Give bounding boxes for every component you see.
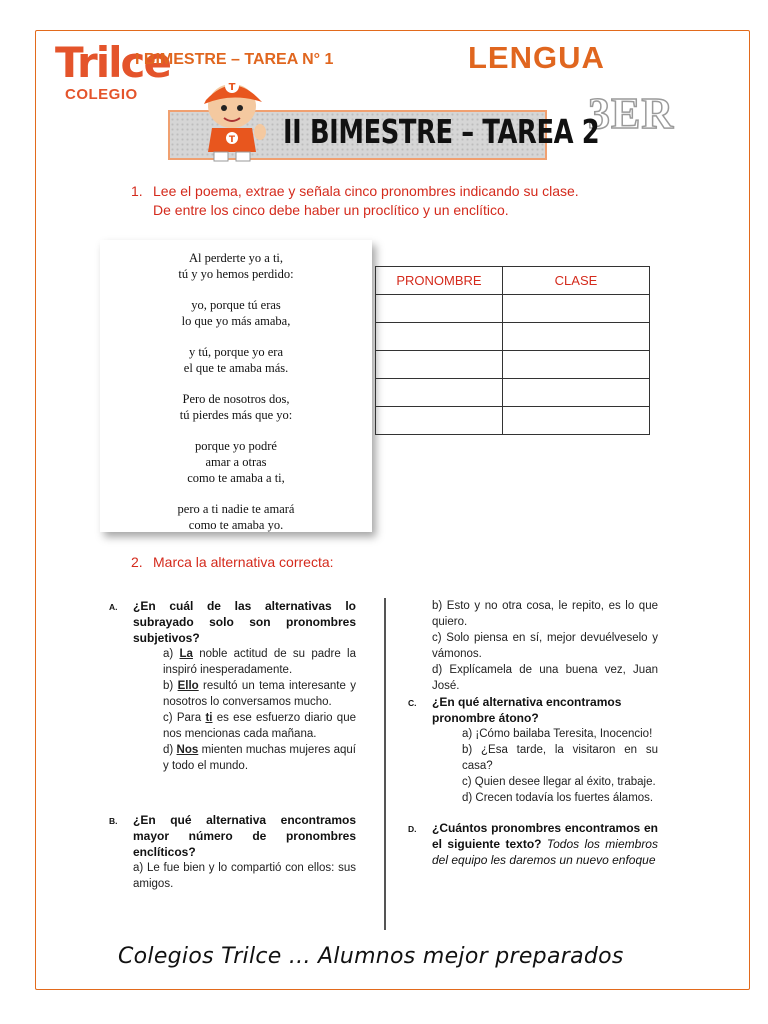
table-cell[interactable]	[503, 323, 650, 351]
poem-line: Pero de nosotros dos,	[182, 392, 290, 406]
poem-stanza	[100, 391, 372, 423]
trilce-logo	[55, 40, 170, 103]
table-cell[interactable]	[503, 351, 650, 379]
table-row	[376, 407, 650, 435]
question-b-text: ¿En qué alternativa encontramos mayor número de pronombres enclíticos?	[133, 813, 356, 859]
question-a-option-c[interactable]	[163, 710, 356, 742]
poem-line: y tú, porque yo era	[188, 345, 284, 359]
grade-label: 3ER	[588, 89, 675, 138]
poem-line: el que te amaba más.	[183, 361, 289, 375]
question-c-letter: C.	[408, 698, 417, 708]
table-cell[interactable]	[503, 379, 650, 407]
underlined-word: Ello	[177, 680, 199, 692]
question-a-option-d[interactable]	[163, 742, 356, 774]
question-1	[131, 182, 671, 220]
poem-line: Al perderte yo a ti,	[188, 251, 284, 265]
question-a-letter: A.	[109, 602, 118, 612]
table-row	[376, 295, 650, 323]
poem-line: lo que yo más amaba,	[181, 314, 291, 328]
question-d	[408, 820, 658, 868]
poem-stanza	[100, 501, 372, 533]
question-2	[131, 554, 334, 570]
table-cell[interactable]	[376, 351, 503, 379]
table-row	[376, 379, 650, 407]
question-b-option-a[interactable]: a) Le fue bien y lo compartió con ellos: sus amigos.	[133, 862, 356, 890]
right-column	[408, 598, 658, 868]
option-prefix: c) Para	[163, 712, 206, 724]
question-b-option-b[interactable]: b) Esto y no otra cosa, le repito, es lo que quiero.	[432, 600, 658, 628]
question-c-option-a[interactable]: a) ¡Cómo bailaba Teresita, Inocencio!	[462, 728, 653, 740]
question-c	[408, 694, 658, 726]
question-b	[109, 812, 356, 860]
table-cell[interactable]	[503, 407, 650, 435]
question-d-passage: Todos los miembros del equipo les daremos un nuevo enfoque	[432, 837, 658, 867]
question-c-option-b[interactable]: b) ¿Esa tarde, la visitaron en su casa?	[462, 744, 658, 772]
option-prefix: a)	[163, 648, 180, 660]
question-d-text: ¿Cuántos pronombres encontramos en el siguiente texto?	[432, 821, 658, 851]
question-c-option-c[interactable]: c) Quien desee llegar al éxito, trabaje.	[462, 776, 656, 788]
poem-line: pero a ti nadie te amará	[177, 502, 295, 516]
poem-line: porque yo podré	[195, 439, 277, 453]
table-row	[376, 323, 650, 351]
svg-text:T: T	[228, 135, 236, 145]
table-cell[interactable]	[376, 407, 503, 435]
underlined-word: Nos	[176, 744, 199, 756]
poem-line: tú pierdes más que yo:	[179, 408, 293, 422]
question-c-option-d[interactable]: d) Crecen todavía los fuertes álamos.	[462, 792, 654, 804]
pronoun-table	[375, 266, 650, 435]
question-1-number: 1.	[131, 183, 143, 199]
table-cell[interactable]	[376, 323, 503, 351]
logo-subtitle: COLEGIO	[65, 86, 138, 103]
option-text: noble actitud de su padre la inspiró inesperadamente.	[163, 648, 356, 676]
poem-stanza	[100, 344, 372, 376]
left-column	[109, 598, 357, 892]
table-row	[376, 351, 650, 379]
question-b-option-d[interactable]: d) Explícamela de una buena vez, Juan José.	[432, 664, 658, 692]
option-text: es ese esfuerzo diario que nos mencionas cada mañana.	[163, 712, 356, 740]
table-cell[interactable]	[503, 295, 650, 323]
task-label: I BIMESTRE – TAREA N° 1	[135, 51, 334, 68]
mascot-icon	[190, 72, 275, 164]
option-text: mienten muchas mujeres aquí y todo el mundo.	[163, 744, 356, 772]
banner-title: II BIMESTRE – TAREA 2	[283, 112, 600, 151]
option-prefix: d)	[163, 744, 177, 756]
question-2-text: Marca la alternativa correcta:	[153, 554, 334, 570]
table-cell[interactable]	[376, 379, 503, 407]
poem-stanza	[100, 297, 372, 329]
table-header-pronombre: PRONOMBRE	[376, 267, 503, 295]
option-text: resultó un tema interesante y nosotros lo conversamos mucho.	[163, 680, 357, 708]
poem-line: yo, porque tú eras	[191, 298, 281, 312]
poem-line: como te amaba a ti,	[187, 471, 285, 485]
option-prefix: b)	[163, 680, 178, 692]
question-a-option-a[interactable]	[163, 646, 356, 678]
question-1-line1: Lee el poema, extrae y señala cinco pronombres indicando su clase.	[153, 183, 579, 199]
underlined-word: La	[179, 648, 193, 660]
svg-text:T: T	[228, 82, 236, 93]
question-a	[109, 598, 356, 646]
question-b-option-c[interactable]: c) Solo piensa en sí, mejor devuélveselo y vámonos.	[432, 632, 658, 660]
poem-line: tú y yo hemos perdido:	[178, 267, 294, 281]
footer-slogan: Colegios Trilce ... Alumnos mejor preparados	[118, 944, 624, 969]
question-a-option-b[interactable]	[163, 678, 356, 710]
table-header-clase: CLASE	[503, 267, 650, 295]
question-a-text: ¿En cuál de las alternativas lo subrayado solo son pronombres subjetivos?	[133, 599, 356, 645]
question-2-number: 2.	[131, 554, 143, 570]
logo-wordmark: Trilce	[55, 38, 170, 87]
question-d-letter: D.	[408, 824, 417, 834]
subject-title: LENGUA	[468, 40, 605, 75]
question-c-text: ¿En qué alternativa encontramos pronombre átono?	[432, 695, 622, 725]
poem-line: como te amaba yo.	[188, 518, 284, 532]
poem-stanza	[100, 438, 372, 486]
poem	[100, 250, 372, 548]
underlined-word: ti	[205, 712, 213, 724]
column-divider	[384, 598, 386, 930]
poem-stanza	[100, 250, 372, 282]
question-b-letter: B.	[109, 816, 118, 826]
question-1-line2: De entre los cinco debe haber un proclítico y un enclítico.	[153, 202, 509, 218]
table-cell[interactable]	[376, 295, 503, 323]
poem-line: amar a otras	[205, 455, 267, 469]
